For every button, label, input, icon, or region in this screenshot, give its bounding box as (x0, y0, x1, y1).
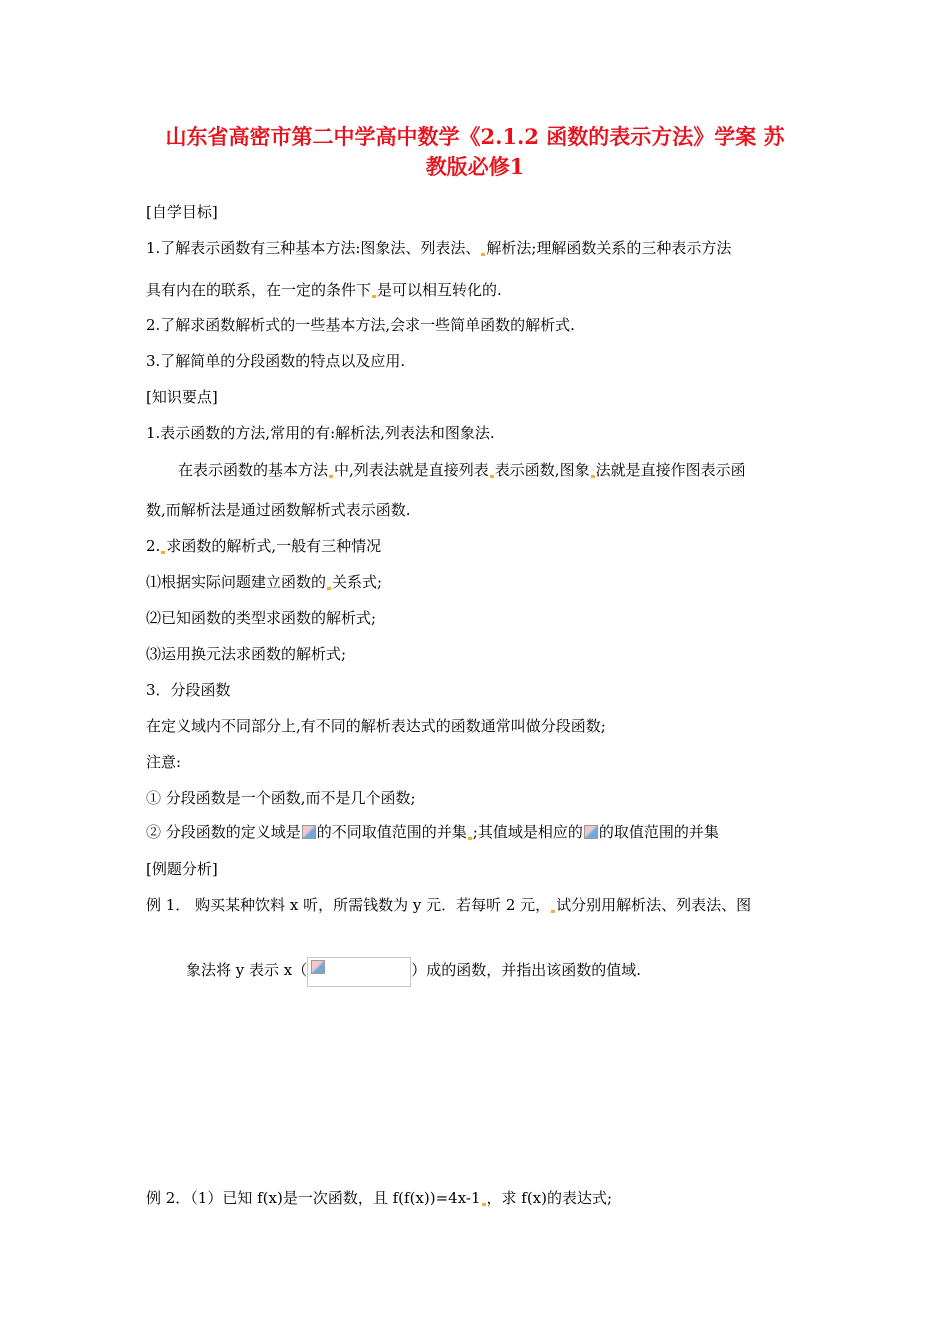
knowledge-1-detail-line-2: 数,而解析法是通过函数解析式表示函数. (146, 501, 411, 519)
text-span: 例 2．（1）已知 f(x)是一次函数，且 f(f(x))=4x-1 (146, 1189, 481, 1207)
text-span: 象法将 y 表示 x（ (186, 961, 308, 979)
broken-image-icon (302, 825, 316, 839)
knowledge-3-definition: 在定义域内不同部分上,有不同的解析表达式的函数通常叫做分段函数; (146, 717, 606, 735)
image-dot-icon (490, 475, 494, 478)
text-span: 求函数的解析式,一般有三种情况 (166, 537, 382, 555)
text-span: 试分别用解析法、列表法、图 (556, 896, 752, 914)
image-dot-icon (161, 551, 165, 554)
text-span: 法就是直接作图表示函 (595, 461, 746, 479)
image-dot-icon (327, 587, 331, 590)
example-1-line-2 (186, 957, 641, 987)
image-dot-icon (468, 837, 472, 840)
text-span: 关系式; (332, 573, 383, 591)
text-span: ，求 f(x)的表达式; (486, 1189, 613, 1207)
formula-image-placeholder (307, 957, 411, 987)
title-line-1: 山东省高密市第二中学高中数学《2.1.2 函数的表示方法》学案 苏 (165, 124, 785, 149)
section-heading-examples: [例题分析] (146, 860, 218, 878)
text-span: 具有内在的联系，在一定的条件下 (146, 281, 372, 299)
image-dot-icon (481, 253, 485, 256)
broken-image-icon (584, 825, 598, 839)
goal-2: 2.了解求函数解析式的一些基本方法,会求一些简单函数的解析式. (146, 316, 575, 334)
example-1-line-1 (146, 895, 751, 915)
goal-3: 3.了解简单的分段函数的特点以及应用. (146, 352, 406, 370)
text-span: 在表示函数的基本方法 (178, 461, 329, 479)
knowledge-1: 1.表示函数的方法,常用的有:解析法,列表法和图象法. (146, 424, 495, 442)
image-dot-icon (329, 475, 333, 478)
text-span: 中,列表法就是直接列表 (334, 461, 489, 479)
knowledge-1-detail-line-1 (178, 460, 746, 480)
example-2-line-1 (146, 1188, 612, 1208)
section-heading-goals: [自学目标] (146, 203, 218, 221)
text-span: 是可以相互转化的. (377, 281, 502, 299)
text-span: 例 1． 购买某种饮料 x 听，所需钱数为 y 元．若每听 2 元， (146, 896, 551, 914)
note-1: ① 分段函数是一个函数,而不是几个函数; (146, 789, 416, 807)
text-span: ② 分段函数的定义域是 (146, 823, 301, 841)
title-line-2: 教版必修1 (425, 154, 525, 179)
knowledge-3: 3．分段函数 (146, 681, 231, 699)
broken-image-icon (311, 960, 325, 974)
text-span: ⑴根据实际问题建立函数的 (146, 573, 327, 591)
document-title (120, 122, 830, 182)
text-span: 1.了解表示函数有三种基本方法:图象法、列表法、 (146, 239, 481, 257)
goal-1-line-1 (146, 238, 731, 258)
knowledge-2-case-1 (146, 572, 382, 592)
knowledge-2-case-2: ⑵已知函数的类型求函数的解析式; (146, 609, 377, 627)
goal-1-line-2 (146, 280, 502, 300)
text-span: 解析法;理解函数关系的三种表示方法 (486, 239, 732, 257)
note-label: 注意: (146, 753, 182, 771)
image-dot-icon (591, 475, 595, 478)
text-span: ）成的函数，并指出该函数的值域. (411, 961, 642, 979)
image-dot-icon (551, 910, 555, 913)
text-span: 2. (146, 537, 161, 555)
section-heading-knowledge: [知识要点] (146, 388, 218, 406)
text-span: 的取值范围的并集 (598, 823, 719, 841)
knowledge-2-case-3: ⑶运用换元法求函数的解析式; (146, 645, 347, 663)
note-2 (146, 822, 719, 842)
text-span: 的不同取值范围的并集 (316, 823, 467, 841)
text-span: ;其值域是相应的 (472, 823, 583, 841)
knowledge-2 (146, 536, 381, 556)
text-span: 表示函数,图象 (494, 461, 590, 479)
image-dot-icon (372, 295, 376, 298)
image-dot-icon (482, 1203, 486, 1206)
